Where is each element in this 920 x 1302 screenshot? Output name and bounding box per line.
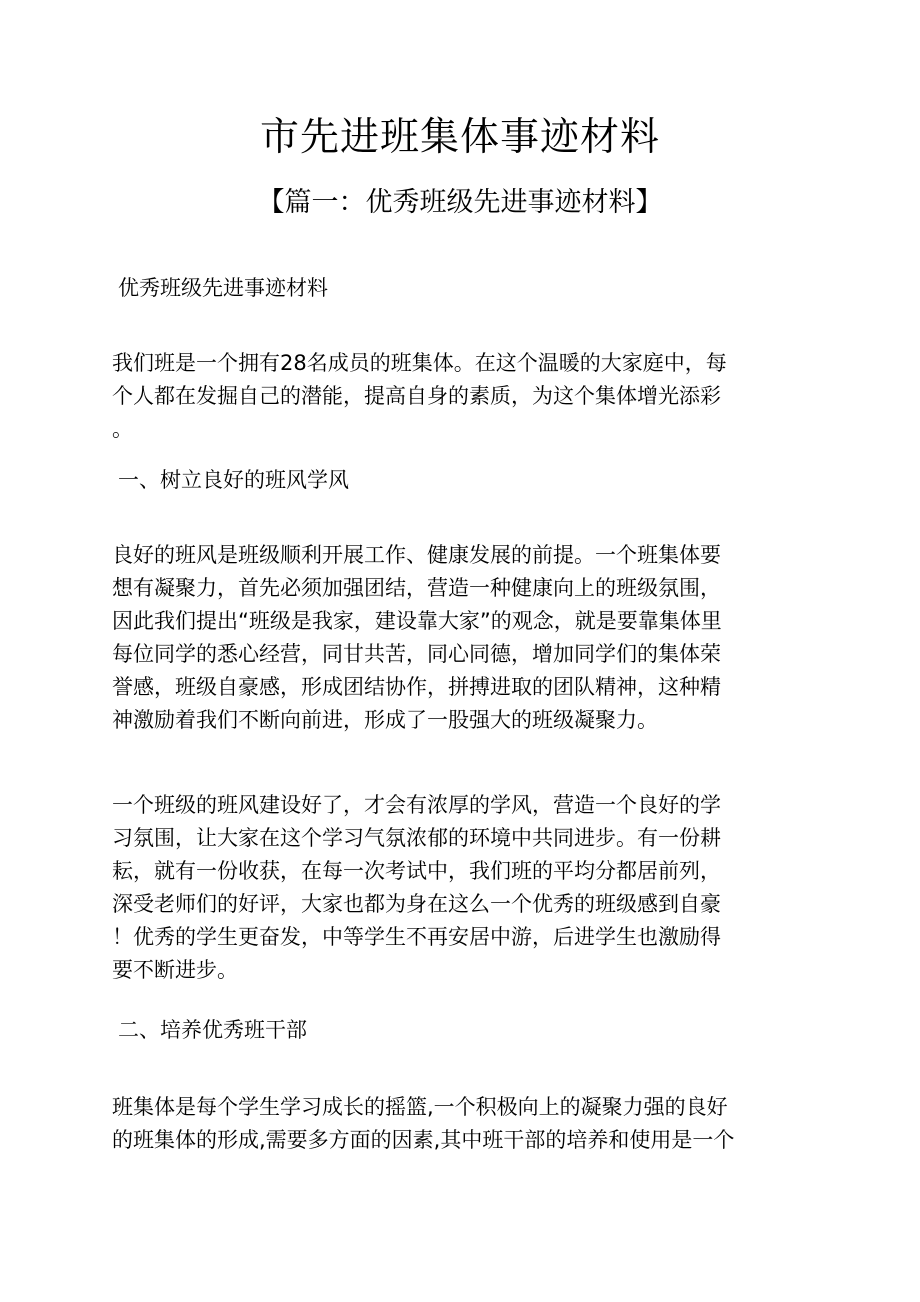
intro-paragraph [112, 347, 802, 446]
paragraph-line: 想有凝聚力，首先必须加强团结，营造一种健康向上的班级氛围， [112, 576, 721, 600]
paragraph-line: 因此我们提出“班级是我家，建设靠大家”的观念，就是要靠集体里 [112, 609, 722, 633]
paragraph-line: 一个班级的班风建设好了，才会有浓厚的学风，营造一个良好的学 [112, 793, 721, 817]
paragraph-line: 习氛围，让大家在这个学习气氛浓郁的环境中共同进步。有一份耕 [112, 826, 721, 850]
paragraph-line: 耘，就有一份收获，在每一次考试中，我们班的平均分都居前列， [112, 859, 721, 883]
document-subtitle: 【篇一：优秀班级先进事迹材料】 [257, 187, 663, 218]
paragraph-1 [112, 539, 802, 737]
paragraph-line: 深受老师们的好评，大家也都为身在这么一个优秀的班级感到自豪 [112, 892, 721, 916]
paragraph-line: 我们班是一个拥有28名成员的班集体。在这个温暖的大家庭中，每 [112, 351, 727, 375]
paragraph-3 [112, 1091, 802, 1157]
paragraph-line: 的班集体的形成,需要多方面的因素,其中班干部的培养和使用是一个 [112, 1128, 735, 1152]
paragraph-line: 要不断进步。 [112, 958, 238, 982]
heading-1: 一、树立良好的班风学风 [118, 468, 349, 492]
section-heading: 优秀班级先进事迹材料 [118, 276, 328, 300]
document-title: 市先进班集体事迹材料 [259, 115, 660, 160]
paragraph-line: 神激励着我们不断向前进，形成了一股强大的班级凝聚力。 [112, 708, 658, 732]
paragraph-line: 誉感，班级自豪感，形成团结协作，拼搏进取的团队精神，这种精 [112, 675, 721, 699]
paragraph-line: 个人都在发掘自己的潜能，提高自身的素质，为这个集体增光添彩 [112, 384, 721, 408]
paragraph-line: ！优秀的学生更奋发，中等学生不再安居中游，后进学生也激励得 [112, 925, 721, 949]
paragraph-2 [112, 789, 802, 987]
paragraph-line: 。 [112, 417, 133, 441]
paragraph-line: 每位同学的悉心经营，同甘共苦，同心同德，增加同学们的集体荣 [112, 642, 721, 666]
heading-2: 二、培养优秀班干部 [118, 1018, 307, 1042]
paragraph-line: 班集体是每个学生学习成长的摇篮,一个积极向上的凝聚力强的良好 [112, 1095, 728, 1119]
paragraph-line: 良好的班风是班级顺利开展工作、健康发展的前提。一个班集体要 [112, 543, 721, 567]
